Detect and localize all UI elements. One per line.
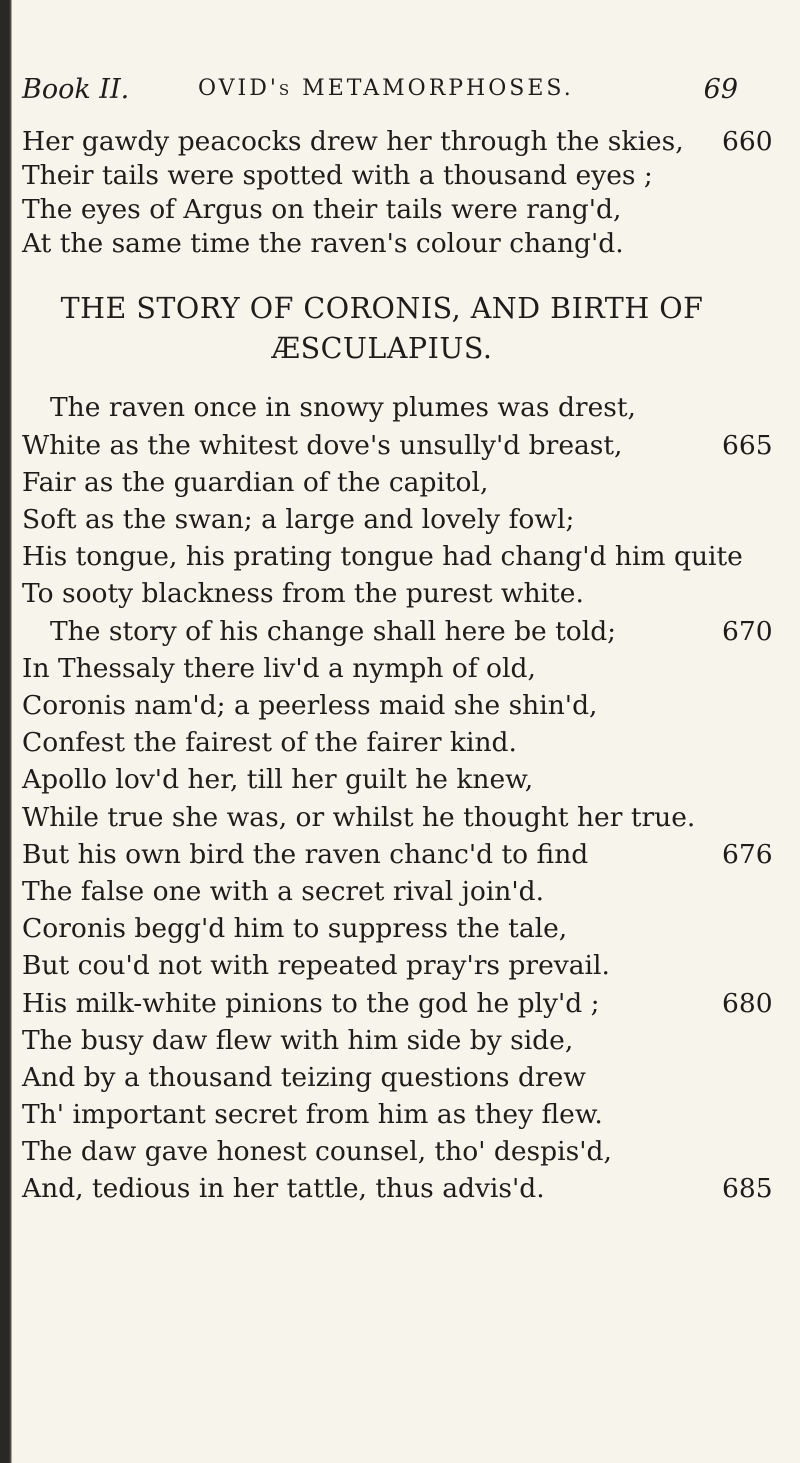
verse-text: Apollo lov'd her, till her guilt he knew, [22, 764, 534, 795]
verse-line [22, 467, 488, 498]
verse-line [22, 126, 773, 157]
verse-text: In Thessaly there liv'd a nymph of old, [22, 653, 536, 684]
verse-line [22, 430, 773, 461]
line-number: 676 [722, 839, 773, 870]
line-number: 670 [722, 616, 773, 647]
verse-text: While true she was, or whilst he thought her true. [22, 802, 696, 833]
book-page [22, 0, 792, 1463]
verse-text: Fair as the guardian of the capitol, [22, 467, 489, 498]
verse-line [22, 950, 610, 981]
verse-line [22, 876, 544, 907]
verse-text: The raven once in snowy plumes was drest, [50, 392, 636, 423]
verse-text: His milk-white pinions to the god he ply'd ; [22, 988, 600, 1019]
verse-line [22, 160, 653, 191]
verse-line [22, 727, 517, 758]
running-head [22, 74, 742, 118]
verse-text: Her gawdy peacocks drew her through the skies, [22, 126, 684, 157]
verse-line [22, 1136, 612, 1167]
verse-line [22, 1062, 586, 1093]
line-number: 665 [722, 430, 773, 461]
verse-line [22, 802, 695, 833]
book-number: Book II. [22, 74, 130, 105]
verse-line [22, 1025, 573, 1056]
verse-text: Soft as the swan; a large and lovely fowl; [22, 504, 575, 535]
verse-line [22, 839, 773, 870]
verse-text: White as the whitest dove's unsully'd breast, [22, 430, 623, 461]
verse-text: Coronis begg'd him to suppress the tale, [22, 913, 568, 944]
verse-text: His tongue, his prating tongue had chang'd him quite [22, 541, 743, 572]
verse-text: And, tedious in her tattle, thus advis'd. [22, 1173, 545, 1204]
verse-text: To sooty blackness from the purest white. [22, 578, 584, 609]
verse-line [22, 194, 621, 225]
verse-text: But his own bird the raven chanc'd to find [22, 839, 589, 870]
verse-text: But cou'd not with repeated pray'rs prevail. [22, 950, 610, 981]
verse-text: Confest the fairest of the fairer kind. [22, 727, 517, 758]
verse-text: Th' important secret from him as they flew. [22, 1099, 603, 1130]
verse-text: At the same time the raven's colour chang'd. [22, 228, 624, 259]
verse-line [22, 504, 574, 535]
verse-line [22, 913, 567, 944]
verse-line [50, 392, 636, 423]
binding-gutter [0, 0, 12, 1463]
line-number: 660 [722, 126, 773, 157]
verse-text: Coronis nam'd; a peerless maid she shin'd, [22, 690, 598, 721]
verse-line [50, 616, 773, 647]
verse-text: The eyes of Argus on their tails were rang'd, [22, 194, 622, 225]
section-heading-line-1: THE STORY OF CORONIS, AND BIRTH OF [60, 292, 704, 325]
verse-line [22, 1173, 773, 1204]
section-heading-line-2: ÆSCULAPIUS. [271, 332, 493, 365]
verse-line [22, 653, 536, 684]
running-title: OVID's METAMORPHOSES. [198, 76, 574, 101]
verse-line [22, 228, 624, 259]
verse-text: Their tails were spotted with a thousand eyes ; [22, 160, 653, 191]
verse-line [22, 690, 597, 721]
verse-line [22, 1099, 603, 1130]
verse-text: And by a thousand teizing questions drew [22, 1062, 586, 1093]
line-number: 685 [722, 1173, 773, 1204]
verse-text: The story of his change shall here be told; [50, 616, 617, 647]
verse-text: The daw gave honest counsel, tho' despis'd, [22, 1136, 612, 1167]
line-number: 680 [722, 988, 773, 1019]
page-number: 69 [703, 74, 738, 105]
verse-line [22, 988, 773, 1019]
verse-line [22, 578, 584, 609]
verse-text: The busy daw flew with him side by side, [22, 1025, 574, 1056]
verse-text: The false one with a secret rival join'd. [22, 876, 545, 907]
verse-line [22, 764, 533, 795]
verse-line [22, 541, 743, 572]
